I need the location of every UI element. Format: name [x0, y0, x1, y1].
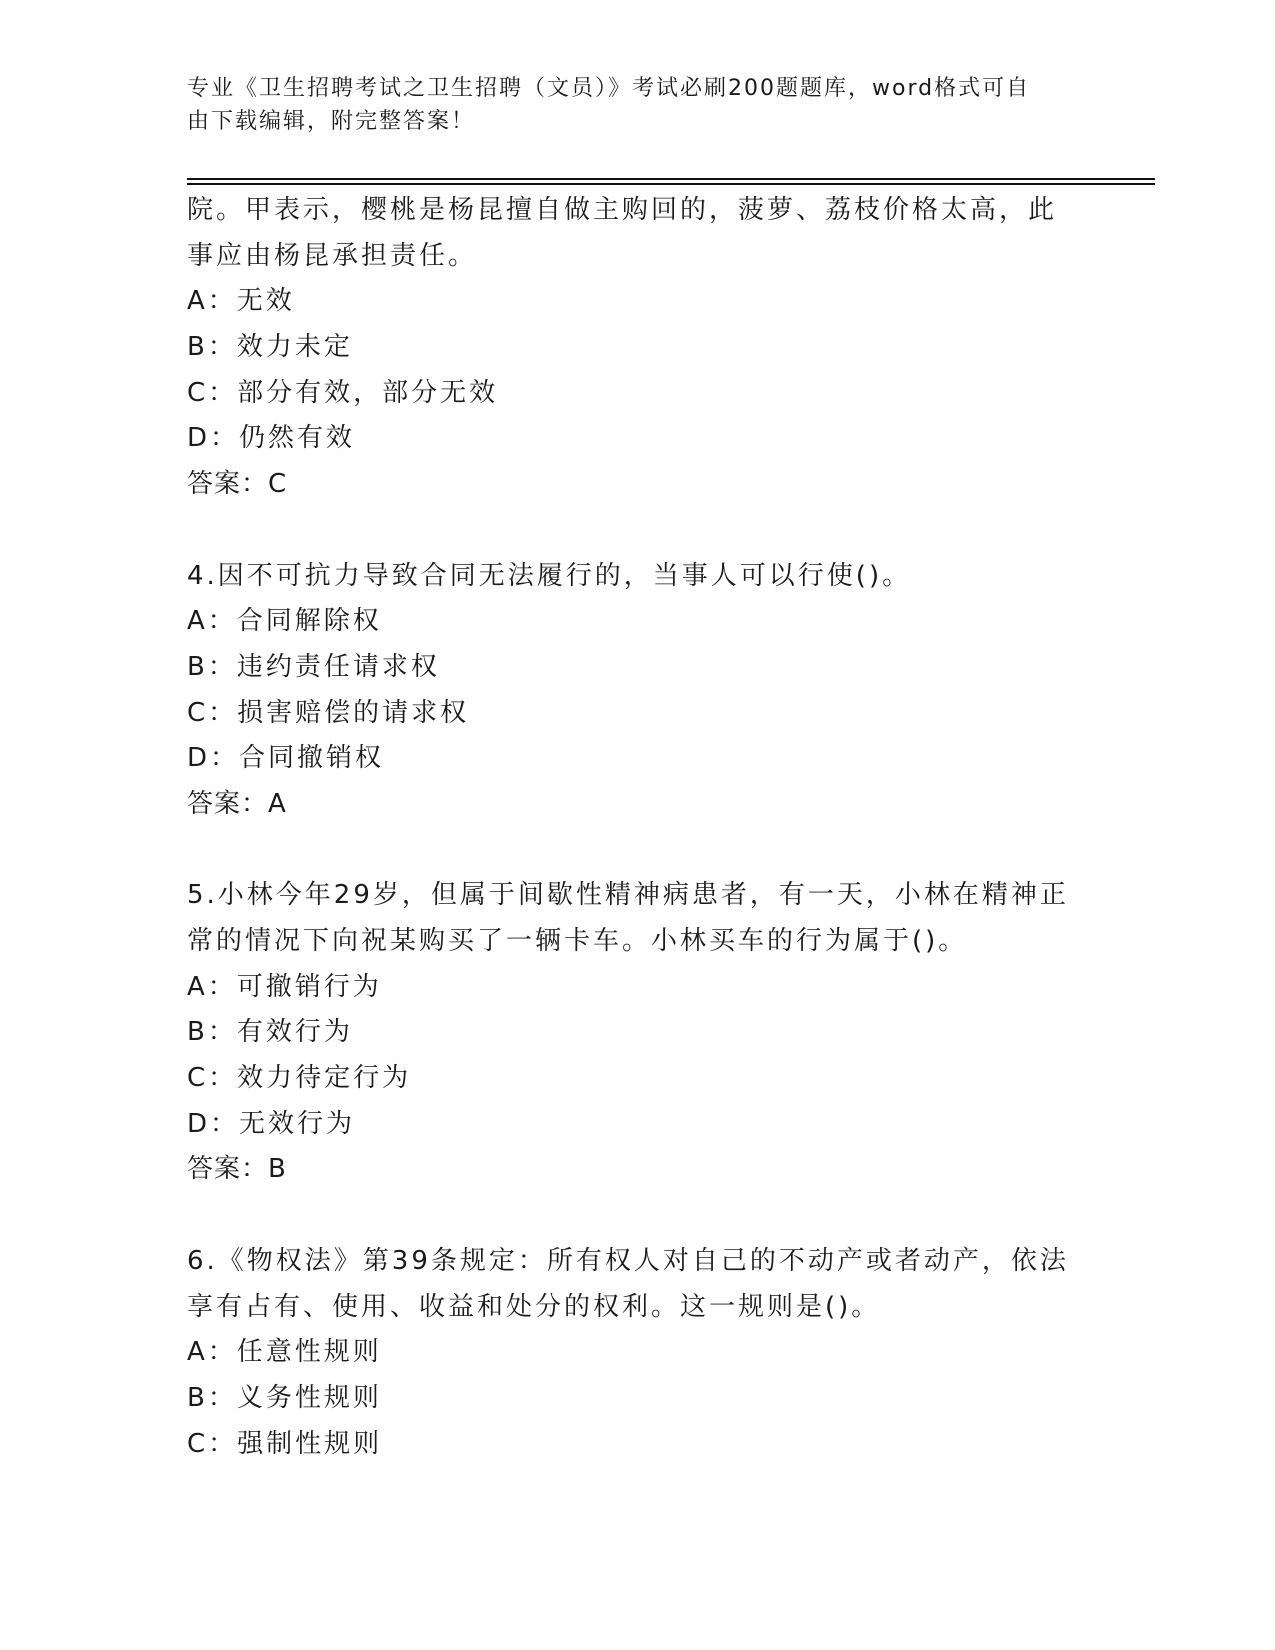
answer: 答案：C	[187, 469, 288, 500]
option-d: D：无效行为	[187, 1108, 356, 1139]
option-a: A：可撤销行为	[187, 971, 382, 1002]
option-d: D：合同撤销权	[187, 743, 385, 774]
spacer	[187, 1193, 1087, 1239]
question-3	[187, 188, 1087, 508]
header-divider-top	[187, 178, 1155, 180]
option-c: C：强制性规则	[187, 1428, 383, 1459]
option-b: B：有效行为	[187, 1017, 353, 1048]
header-line-2: 由下载编辑，附完整答案！	[187, 109, 476, 134]
option-c: C：部分有效，部分无效	[187, 377, 499, 408]
option-c: C：效力待定行为	[187, 1063, 412, 1094]
question-stem-line: 享有占有、使用、收益和处分的权利。这一规则是()。	[187, 1291, 881, 1322]
question-stem-line: 4.因不可抗力导致合同无法履行的，当事人可以行使()。	[187, 560, 912, 591]
question-list	[187, 188, 1087, 1467]
option-d: D：仍然有效	[187, 423, 356, 454]
question-4	[187, 554, 1087, 828]
option-a: A：无效	[187, 286, 295, 317]
option-a: A：合同解除权	[187, 606, 382, 637]
option-b: B：违约责任请求权	[187, 651, 440, 682]
option-a: A：任意性规则	[187, 1337, 382, 1368]
question-stem-line: 事应由杨昆承担责任。	[187, 240, 478, 271]
question-stem-line: 院。甲表示，樱桃是杨昆擅自做主购回的，菠萝、荔枝价格太高，此	[187, 195, 1058, 225]
question-stem-line: 5.小林今年29岁，但属于间歇性精神病患者，有一天，小林在精神正	[187, 880, 1069, 911]
answer: 答案：A	[187, 788, 287, 819]
question-5	[187, 873, 1087, 1193]
option-c: C：损害赔偿的请求权	[187, 697, 470, 728]
spacer	[187, 508, 1087, 554]
question-stem-line: 常的情况下向祝某购买了一辆卡车。小林买车的行为属于()。	[187, 926, 968, 956]
option-b: B：义务性规则	[187, 1382, 382, 1413]
question-6	[187, 1239, 1087, 1467]
question-stem-line: 6.《物权法》第39条规定：所有权人对自己的不动产或者动产，依法	[187, 1245, 1069, 1276]
answer: 答案：B	[187, 1154, 287, 1185]
spacer	[187, 828, 1087, 874]
header-divider-bottom	[187, 183, 1155, 185]
document-header	[187, 72, 1087, 138]
header-line-1: 专业《卫生招聘考试之卫生招聘（文员）》考试必刷200题题库，word格式可自	[187, 76, 1031, 101]
option-b: B：效力未定	[187, 332, 353, 363]
